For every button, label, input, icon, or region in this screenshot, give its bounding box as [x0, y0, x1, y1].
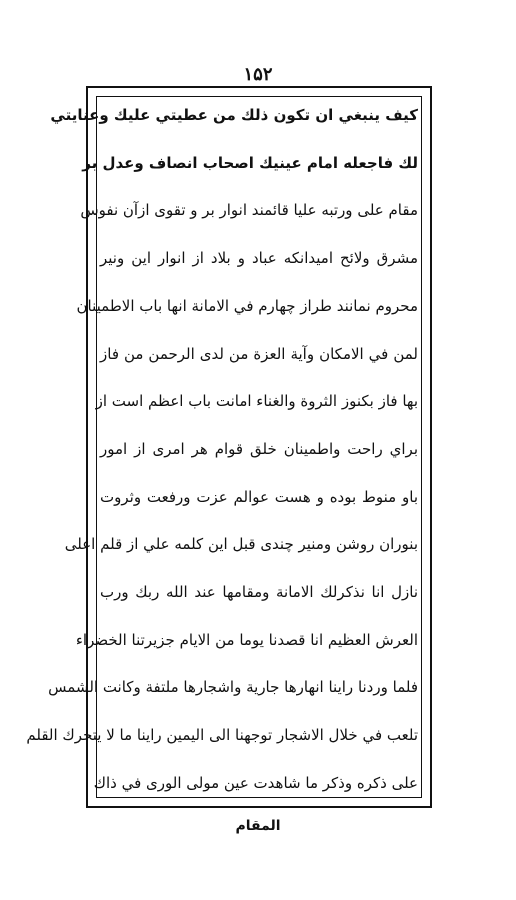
text-line: بنوران روشن ومنير چندى قبل اين كلمه علي از قلم اعلى [64, 535, 418, 554]
text-line: كيف ينبغي ان تكون ذلك من عطيتي عليك وعنايتي [50, 106, 418, 124]
text-line: محروم نمانند طراز چهارم في الامانة انها باب الاطمينان [76, 296, 418, 315]
text-line: لك فاجعله امام عينيك اصحاب انصاف وعدل بر [82, 153, 418, 172]
text-line: نازل انا نذكرلك الامانة ومقامها عند الله ربك ورب [100, 583, 418, 602]
page-number: ۱۵۲ [243, 64, 273, 85]
text-line: باو منوط بوده و هست عوالم عزت ورفعت وثروت [100, 487, 418, 506]
text-line: فلما وردنا راينا انهارها جارية واشجارها ملتفة وكانت الشمس [48, 678, 418, 697]
text-line: على ذكره وذكر ما شاهدت عين مولى الورى في ذاك [93, 773, 418, 792]
text-line: تلعب في خلال الاشجار توجهنا الى اليمين راينا ما لا يتحرك القلم [26, 726, 418, 745]
catchword: المقام [235, 818, 281, 834]
text-line: مشرق ولائح اميدانكه عباد و بلاد از انوار اين ونير [100, 249, 418, 268]
text-line: براي راحت واطمينان خلق قوام هر امرى از امور [100, 439, 418, 458]
text-line: العرش العظيم انا قصدنا يوما من الايام جزيرتنا الخضراء [75, 630, 418, 649]
text-line: بها فاز بكنوز الثروة والغناء امانت باب اعظم است از [95, 392, 418, 411]
text-line: لمن في الامكان وآية العزة من لدى الرحمن من فاز [100, 344, 418, 363]
text-line: مقام على ورتبه عليا قائمند انوار بر و تقوى ازآن نفوس [80, 201, 418, 220]
manuscript-text-block [26, 104, 418, 794]
